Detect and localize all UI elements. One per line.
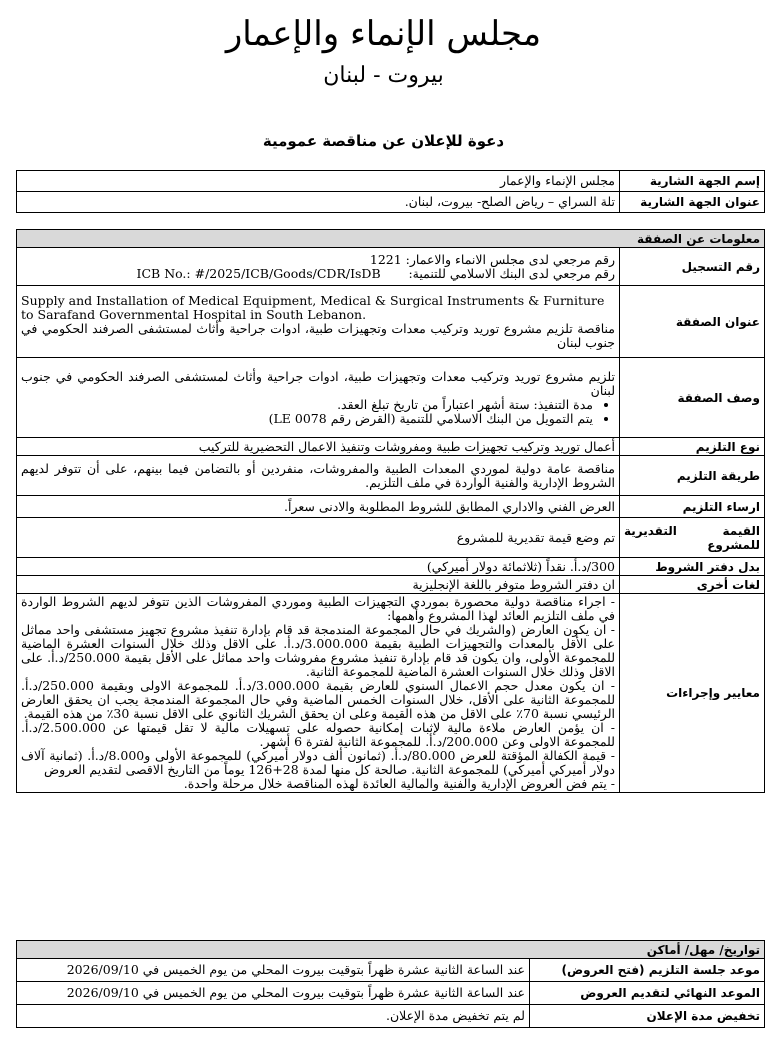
criteria-item: - ان يكون العارض (والشريك في حال المجموعة المندمجة قد قام بإدارة تنفيذ مشروع تجهيز مستشفى واحد مماثل على الأقل بالمعدات والتجهيزات الطبية بقيمة 3.000.000/د.أ. على الاقل وذلك خلال السنوات العشرة الماضية للمجموعة الأولى، وان يكون قد قام بإدارة تنفيذ مشروع مفروشات واحد مماثل على الأقل بقيمة 250.000/د.أ. على الاقل وذلك خلال السنوات العشرة الماضية للمجموعة الثانية.	[21, 622, 616, 679]
registration-value	[17, 248, 620, 286]
dates-section-title: تواريخ/ مهل/ أماكن	[17, 941, 765, 959]
registration-isdb-ref	[21, 267, 615, 281]
description-bullet-funding: • يتم التمويل من البنك الاسلامي للتنمية (القرض رقم LE 0078)	[21, 412, 593, 426]
deal-title-english: Supply and Installation of Medical Equipment, Medical & Surgical Instruments & Furniture to Sarafand Governmental Hospital in South Lebanon.	[21, 292, 605, 322]
authority-name-label: إسم الجهة الشارية	[620, 171, 765, 192]
other-languages-label: لغات أخرى	[620, 576, 765, 594]
opening-session-label: موعد جلسة التلزيم (فتح العروض)	[530, 959, 765, 982]
deal-info-table	[16, 229, 765, 793]
other-languages-value: ان دفتر الشروط متوفر باللغة الإنجليزية	[17, 576, 620, 594]
estimate-label-part3: للمشروع	[707, 537, 760, 552]
authority-table	[16, 170, 765, 213]
authority-address-value: تلة السراي – رياض الصلح- بيروت، لبنان.	[17, 192, 620, 213]
registration-isdb-prefix: رقم مرجعي لدى البنك الاسلامي للتنمية:	[408, 265, 615, 281]
criteria-item: - اجراء مناقصة دولية محصورة بموردي التجهيزات الطبية وموردي المفروشات الذين تتوفر لديهم الشروط الواردة في ملف التلزيم العائد لهذا المشروع وأهمها:	[21, 594, 615, 623]
criteria-item: - ان يكون معدل حجم الاعمال السنوي للعارض بقيمة 3.000.000/د.أ. للمجموعة الاولى وبقيمة 250.000/د.أ. للمجموعة الثانية على الأقل، خلال السنوات الخمس الماضية وفي حال المجموعة المندمجة يجب ان يحقق العارض الرئيسي نسبة 70٪ على الاقل من هذه القيمة وعلى ان يحقق الشريك الثانوي على الاقل نسبة 30٪ من هذه القيمة.	[21, 678, 615, 721]
deal-title-label: عنوان الصفقة	[620, 286, 765, 358]
submission-deadline-label: الموعد النهائي لتقديم العروض	[530, 982, 765, 1005]
submission-deadline-date: 2026/09/10	[66, 985, 139, 1000]
award-label: ارساء التلزيم	[620, 496, 765, 518]
specs-fee-value: 300/د.أ. نقداً (ثلاثمائة دولار أميركي)	[17, 558, 620, 576]
registration-isdb-code: ICB No.: #/2025/ICB/Goods/CDR/IsDB	[136, 265, 381, 281]
authority-address-label: عنوان الجهة الشارية	[620, 192, 765, 213]
estimate-label	[620, 518, 765, 558]
tender-type-label: نوع التلزيم	[620, 438, 765, 456]
authority-name-value: مجلس الإنماء والإعمار	[17, 171, 620, 192]
specs-fee-label: بدل دفتر الشروط	[620, 558, 765, 576]
description-bullet-duration: • مدة التنفيذ: ستة أشهر اعتباراً من تاريخ تبلغ العقد.	[21, 398, 593, 412]
award-value: العرض الفني والاداري المطابق للشروط المطلوبة والادنى سعراً.	[17, 496, 620, 518]
deal-title-value	[17, 286, 620, 358]
notice-reduction-value: لم يتم تخفيض مدة الإعلان.	[17, 1005, 530, 1028]
page-title: دعوة للإعلان عن مناقصة عمومية	[262, 132, 505, 150]
criteria-item: - يتم فض العروض الإدارية والفنية والمالية العائدة لهذه المناقصة خلال مرحلة واحدة.	[183, 776, 615, 791]
criteria-label: معايير وإجراءات	[620, 594, 765, 793]
opening-session-date: 2026/09/10	[66, 962, 139, 977]
criteria-value	[17, 594, 620, 793]
estimate-value: تم وضع قيمة تقديرية للمشروع	[17, 518, 620, 558]
estimate-label-part2: التقديرية	[624, 523, 677, 538]
submission-deadline-value	[17, 982, 530, 1005]
opening-session-text: عند الساعة الثانية عشرة ظهراً بتوقيت بيروت المحلي من يوم الخميس في	[142, 962, 525, 977]
tender-type-value: أعمال توريد وتركيب تجهيزات طبية ومفروشات وتنفيذ الاعمال التحضيرية للتركيب	[17, 438, 620, 456]
deal-section-title: معلومات عن الصفقة	[17, 230, 765, 248]
criteria-item: - ان يؤمن العارض ملاءة مالية لإثبات إمكانية حصوله على تسهيلات مالية لا تقل قيمتها عن 2.500.000/د.أ. للمجموعة الاولى وعن 200.000/د.أ. للمجموعة الثانية لفترة 6 أشهر.	[21, 720, 615, 749]
opening-session-value	[17, 959, 530, 982]
deal-description-label: وصف الصفقة	[620, 358, 765, 438]
deal-description-value	[17, 358, 620, 438]
organization-location: بيروت - لبنان	[323, 63, 444, 88]
organization-logo-name: مجلس الإنماء والإعمار	[225, 14, 542, 54]
registration-cdr-ref: رقم مرجعي لدى مجلس الانماء والاعمار: 1221	[369, 251, 615, 267]
estimate-label-part1: القيمة	[722, 523, 760, 538]
deal-description-text: تلزيم مشروع توريد وتركيب معدات وتجهيزات طبية، ادوات جراحية وأثاث لمستشفى الصرفند الحكومي في جنوب لبنان	[21, 368, 615, 398]
deal-title-arabic: مناقصة تلزيم مشروع توريد وتركيب معدات وتجهيزات طبية، ادوات جراحية وأثاث لمستشفى الصرفند الحكومي في جنوب لبنان	[21, 320, 615, 350]
notice-reduction-label: تخفيض مدة الإعلان	[530, 1005, 765, 1028]
tender-method-label: طريقة التلزيم	[620, 456, 765, 496]
submission-deadline-text: عند الساعة الثانية عشرة ظهراً بتوقيت بيروت المحلي من يوم الخميس في	[142, 985, 525, 1000]
tender-method-value: مناقصة عامة دولية لموردي المعدات الطبية والمفروشات، منفردين أو بالتضامن فيما بينهم، على أن تتوفر لديهم الشروط الإدارية والفنية الواردة في ملف التلزيم.	[17, 456, 620, 496]
registration-label: رقم التسجيل	[620, 248, 765, 286]
criteria-item: - قيمة الكفالة المؤقتة للعرض 80.000/د.أ. (ثمانون ألف دولار أميركي) للمجموعة الأولى و8.000/د.أ. (ثمانية آلاف دولار أميركي أميركي) للمجموعة الثانية. صالحة كل منها لمدة 28+126 يوماً من التاريخ الاقصى لتقديم العروض	[21, 748, 615, 777]
dates-table	[16, 940, 765, 1028]
